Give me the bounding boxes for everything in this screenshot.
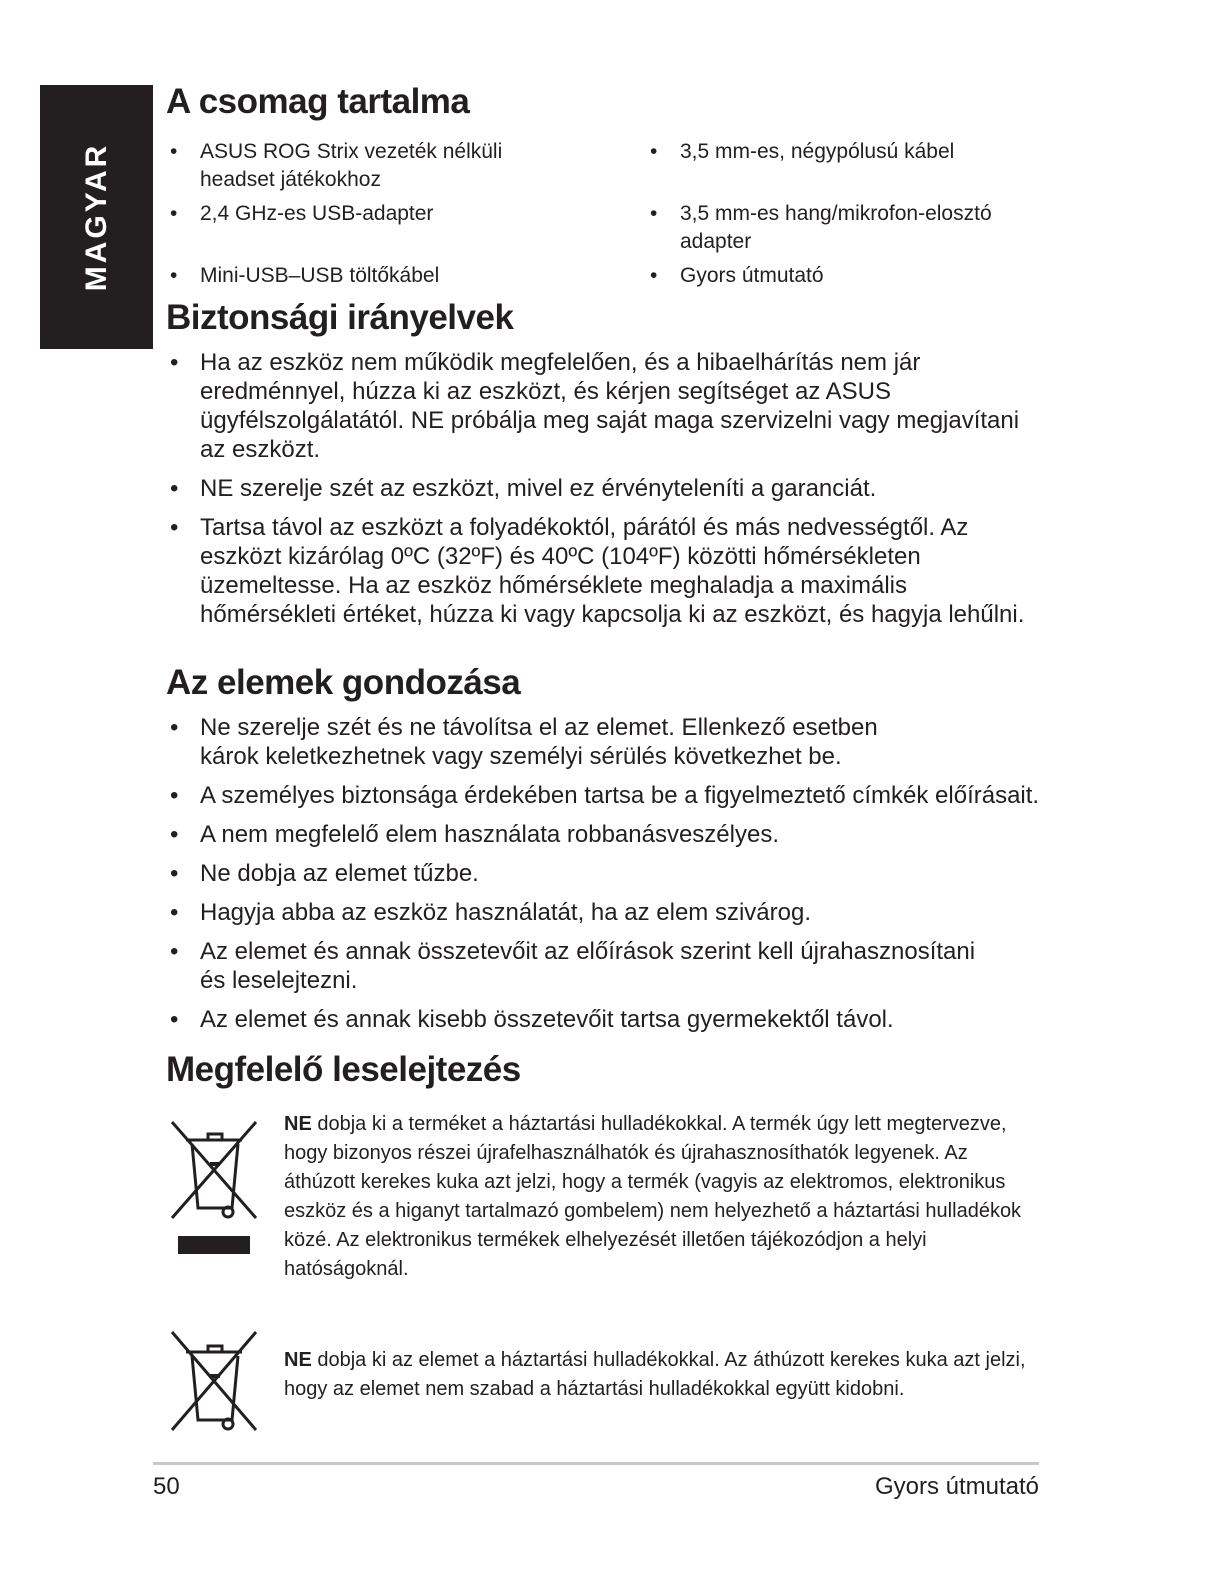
battery-item: • A nem megfelelő elem használata robbanásveszélyes.	[166, 820, 1046, 849]
safety-list	[166, 348, 1046, 629]
package-item: • Mini-USB–USB töltőkábel	[166, 262, 636, 290]
battery-item: • Az elemet és annak összetevőit az előírások szerint kell újrahasznosítani és leselejtezni.	[166, 937, 1000, 995]
package-item: • 2,4 GHz-es USB-adapter	[166, 200, 636, 256]
package-item: • 3,5 mm-es, négypólusú kábel	[646, 138, 1046, 194]
product-disposal	[166, 1110, 1046, 1284]
package-item: • ASUS ROG Strix vezeték nélküli headset játékokhoz	[166, 138, 580, 194]
page-content	[166, 80, 1046, 1441]
battery-care-list	[166, 713, 1046, 1034]
package-item: • Gyors útmutató	[646, 262, 1046, 290]
battery-disposal	[166, 1326, 1046, 1441]
safety-title: Biztonsági irányelvek	[166, 298, 514, 337]
crossed-bin-with-bar-icon	[166, 1110, 266, 1260]
product-disposal-lead: NE	[284, 1113, 312, 1135]
package-contents-title: A csomag tartalma	[166, 82, 470, 121]
battery-disposal-text	[284, 1346, 1034, 1404]
package-contents-list	[166, 138, 1046, 290]
battery-care-title: Az elemek gondozása	[166, 663, 521, 702]
footer-title: Gyors útmutató	[874, 1473, 1039, 1500]
safety-item: • NE szerelje szét az eszközt, mivel ez érvényteleníti a garanciát.	[166, 474, 1046, 503]
safety-item: • Ha az eszköz nem működik megfelelően, és a hibaelhárítás nem jár eredménnyel, húzza ki az eszközt, és kérjen segítséget az ASUS ügyfélszolgálatától. NE próbálja meg saját maga szervizelni vagy megjavítani az eszközt.	[166, 348, 1020, 464]
language-tab	[40, 85, 153, 349]
disposal-title: Megfelelő leselejtezés	[166, 1050, 521, 1089]
battery-item: • Hagyja abba az eszköz használatát, ha az elem szivárog.	[166, 898, 1046, 927]
package-item: • 3,5 mm-es hang/mikrofon-elosztó adapter	[646, 200, 1000, 256]
battery-item: • A személyes biztonsága érdekében tartsa be a figyelmeztető címkék előírásait.	[166, 781, 1046, 810]
battery-disposal-body: dobja ki az elemet a háztartási hulladékokkal. Az áthúzott kerekes kuka azt jelzi, hogy az elemet nem szabad a háztartási hulladékokkal együtt kidobni.	[284, 1349, 1026, 1400]
battery-disposal-lead: NE	[284, 1349, 312, 1371]
battery-item: • Ne szerelje szét és ne távolítsa el az elemet. Ellenkező esetben károk keletkezhetnek vagy személyi sérülés következhet be.	[166, 713, 940, 771]
safety-item: • Tartsa távol az eszközt a folyadékoktól, párától és más nedvességtől. Az eszközt kizárólag 0ºC (32ºF) és 40ºC (104ºF) közötti hőmérsékleten üzemeltesse. Ha az eszköz hőmérséklete meghaladja a maximális hőmérsékleti értéket, húzza ki vagy kapcsolja ki az eszközt, és hagyja lehűlni.	[166, 513, 1046, 629]
language-tab-label: MAGYAR	[79, 142, 113, 292]
product-disposal-body: dobja ki a terméket a háztartási hulladékokkal. A termék úgy lett megtervezve, hogy bizonyos részei újrafelhasználhatók és újrahasznosíthatók legyenek. Az áthúzott kerekes kuka azt jelzi, hogy a termék (vagyis az elektromos, elektronikus eszköz és a higanyt tartalmazó gombelem) nem helyezhető a háztartási hulladékok közé. Az elektronikus termékek elhelyezését illetően tájékozódjon a helyi hatóságoknál.	[284, 1113, 1022, 1280]
battery-item: • Az elemet és annak kisebb összetevőit tartsa gyermekektől távol.	[166, 1005, 1046, 1034]
product-disposal-text	[284, 1110, 1034, 1284]
page-number: 50	[153, 1473, 180, 1500]
footer-divider	[153, 1462, 1039, 1465]
battery-item: • Ne dobja az elemet tűzbe.	[166, 859, 1046, 888]
crossed-bin-icon	[166, 1326, 266, 1436]
